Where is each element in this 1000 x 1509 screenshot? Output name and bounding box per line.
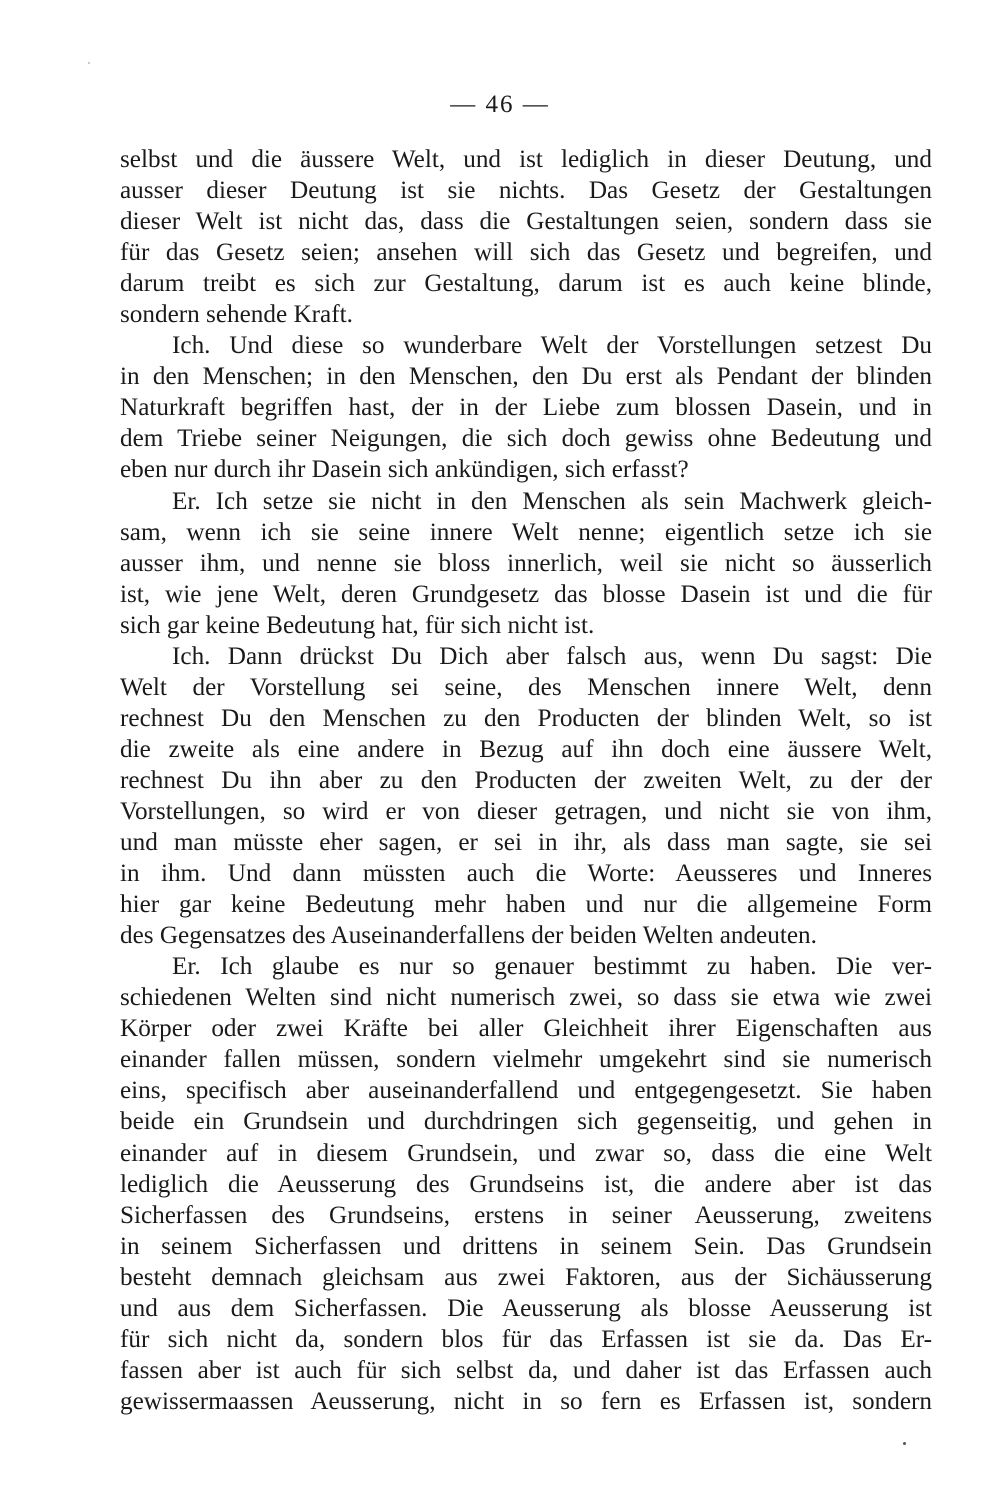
text-line: eins, specifisch aber auseinanderfallend und entgegengesetzt. Sie haben (120, 1077, 932, 1105)
text-line: ausser ihm, und nenne sie bloss innerlich, weil sie nicht so äusserlich (120, 549, 932, 577)
text-line: ist, wie jene Welt, deren Grundgesetz das blosse Dasein ist und die für (120, 580, 932, 608)
text-line: Ich. Dann drückst Du Dich aber falsch aus, wenn Du sagst: Die (172, 642, 932, 670)
text-line: Vorstellungen, so wird er von dieser getragen, und nicht sie von ihm, (120, 797, 932, 825)
text-line: Sicherfassen des Grundseins, erstens in seiner Aeusserung, zweitens (120, 1201, 932, 1229)
text-line: und man müsste eher sagen, er sei in ihr, als dass man sagte, sie sei (120, 829, 932, 857)
text-line: darum treibt es sich zur Gestaltung, darum ist es auch keine blinde, (120, 270, 932, 298)
text-line: für sich nicht da, sondern blos für das Erfassen ist sie da. Das Er- (120, 1325, 932, 1353)
text-line: und aus dem Sicherfassen. Die Aeusserung als blosse Aeusserung ist (120, 1294, 932, 1322)
text-line: Welt der Vorstellung sei seine, des Menschen innere Welt, denn (120, 673, 932, 701)
text-line: sich gar keine Bedeutung hat, für sich nicht ist. (120, 611, 595, 639)
text-line: in den Menschen; in den Menschen, den Du erst als Pendant der blinden (120, 363, 932, 391)
text-line: einander fallen müssen, sondern vielmehr umgekehrt sind sie numerisch (120, 1046, 932, 1074)
text-line: in ihm. Und dann müssten auch die Worte: Aeusseres und Inneres (120, 860, 932, 888)
text-line: des Gegensatzes des Auseinanderfallens der beiden Welten andeuten. (120, 922, 817, 950)
ink-speck (88, 62, 90, 64)
text-line: die zweite als eine andere in Bezug auf ihn doch eine äussere Welt, (120, 735, 932, 763)
text-line: lediglich die Aeusserung des Grundseins ist, die andere aber ist das (120, 1170, 932, 1198)
text-line: rechnest Du den Menschen zu den Producten der blinden Welt, so ist (120, 704, 932, 732)
text-line: dieser Welt ist nicht das, dass die Gestaltungen seien, sondern dass sie (120, 208, 932, 236)
text-line: besteht demnach gleichsam aus zwei Faktoren, aus der Sichäusserung (120, 1263, 932, 1291)
text-line: rechnest Du ihn aber zu den Producten der zweiten Welt, zu der der (120, 766, 932, 794)
text-line: Er. Ich glaube es nur so genauer bestimmt zu haben. Die ver- (172, 953, 932, 981)
text-line: Ich. Und diese so wunderbare Welt der Vorstellungen setzest Du (172, 332, 932, 360)
text-line: gewissermaassen Aeusserung, nicht in so fern es Erfassen ist, sondern (120, 1387, 932, 1415)
text-line: schiedenen Welten sind nicht numerisch zwei, so dass sie etwa wie zwei (120, 984, 932, 1012)
text-line: einander auf in diesem Grundsein, und zwar so, dass die eine Welt (120, 1139, 932, 1167)
body-text (120, 144, 932, 1417)
text-line: sam, wenn ich sie seine innere Welt nenne; eigentlich setze ich sie (120, 518, 932, 546)
text-line: sondern sehende Kraft. (120, 301, 353, 329)
text-line: fassen aber ist auch für sich selbst da, und daher ist das Erfassen auch (120, 1356, 932, 1384)
text-line: selbst und die äussere Welt, und ist lediglich in dieser Deutung, und (120, 146, 932, 173)
text-line: hier gar keine Bedeutung mehr haben und nur die allgemeine Form (120, 891, 932, 919)
text-line: Er. Ich setze sie nicht in den Menschen als sein Machwerk gleich- (172, 487, 932, 515)
text-line: Körper oder zwei Kräfte bei aller Gleichheit ihrer Eigenschaften aus (120, 1015, 932, 1043)
text-line: beide ein Grundsein und durchdringen sich gegenseitig, und gehen in (120, 1108, 932, 1136)
page-number: — 46 — (450, 91, 550, 118)
text-line: für das Gesetz seien; ansehen will sich das Gesetz und begreifen, und (120, 239, 932, 267)
text-line: ausser dieser Deutung ist sie nichts. Das Gesetz der Gestaltungen (120, 177, 932, 205)
text-line: dem Triebe seiner Neigungen, die sich doch gewiss ohne Bedeutung und (120, 425, 932, 453)
text-line: eben nur durch ihr Dasein sich ankündigen, sich erfasst? (120, 456, 689, 484)
text-line: in seinem Sicherfassen und drittens in seinem Sein. Das Grundsein (120, 1232, 932, 1260)
ink-speck (903, 1442, 906, 1445)
text-line: Naturkraft begriffen hast, der in der Liebe zum blossen Dasein, und in (120, 394, 932, 422)
